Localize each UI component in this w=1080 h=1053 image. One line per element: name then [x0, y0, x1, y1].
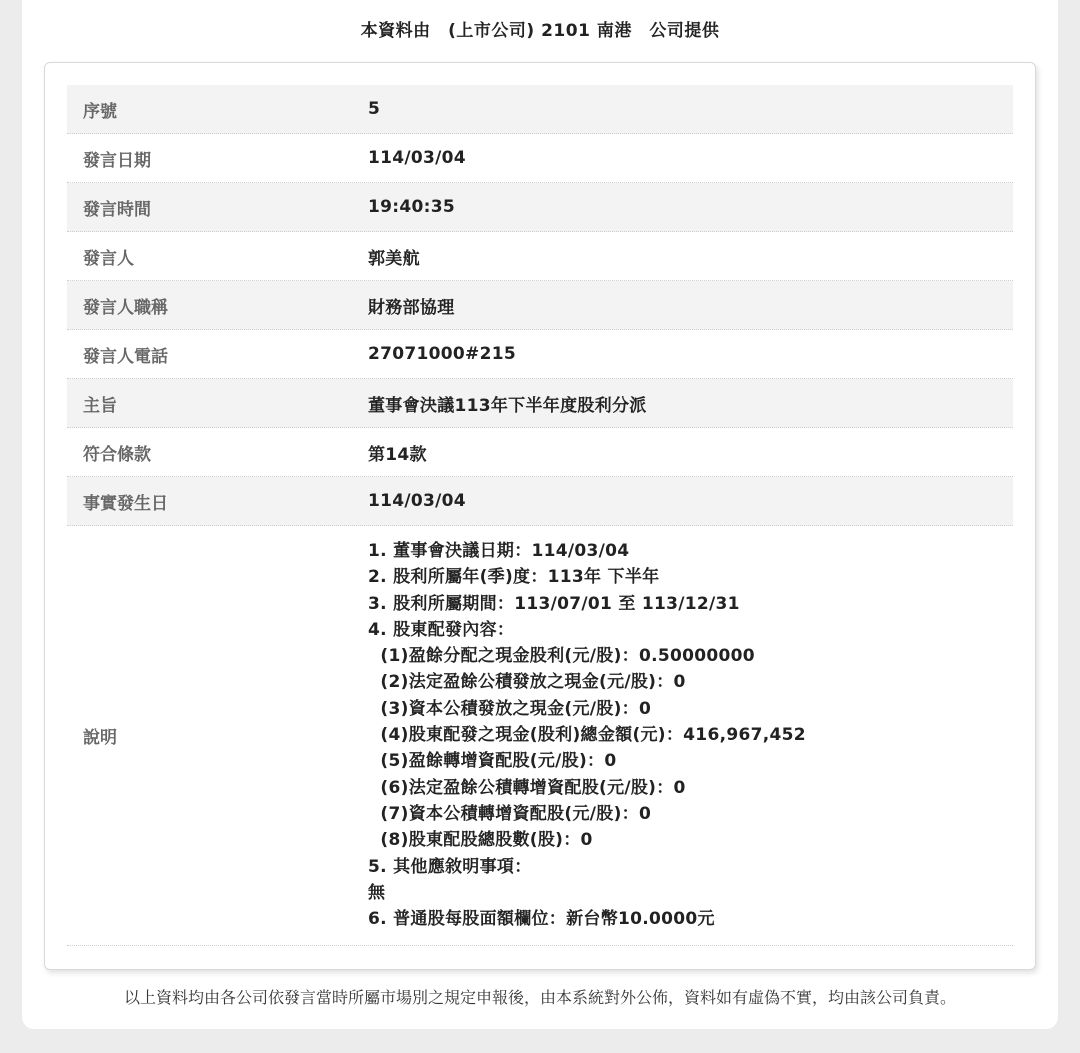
table-row-phone	[67, 330, 1013, 379]
row-label: 事實發生日	[83, 493, 168, 514]
row-value: 郭美航	[368, 248, 420, 269]
description-line: 2. 股利所屬年(季)度：113年 下半年	[368, 567, 660, 588]
row-value: 19:40:35	[368, 197, 455, 217]
description-line: (6)法定盈餘公積轉增資配股(元/股)：0	[368, 777, 686, 798]
announcement-card	[44, 62, 1036, 970]
row-value: 27071000#215	[368, 344, 516, 364]
table-row-title	[67, 281, 1013, 330]
description-line: (8)股東配股總股數(股)：0	[368, 830, 593, 851]
table-row-description	[67, 526, 1013, 946]
description-line: 無	[368, 882, 386, 903]
description-line: (7)資本公積轉增資配股(元/股)：0	[368, 803, 652, 824]
row-value: 第14款	[368, 444, 427, 465]
description-line: (3)資本公積發放之現金(元/股)：0	[368, 698, 652, 719]
description-line: 1. 董事會決議日期：114/03/04	[368, 541, 630, 561]
row-label: 發言人職稱	[83, 297, 168, 318]
row-value: 董事會決議113年下半年度股利分派	[368, 395, 647, 416]
description-line: (4)股東配發之現金(股利)總金額(元)：416,967,452	[368, 725, 806, 746]
description-line: 6. 普通股每股面額欄位：新台幣10.0000元	[368, 909, 715, 930]
description-line: (2)法定盈餘公積發放之現金(元/股)：0	[368, 672, 686, 693]
description-line: 4. 股東配發內容：	[368, 619, 515, 640]
table-row-serial	[67, 85, 1013, 134]
row-value: 5	[368, 99, 381, 119]
table-row-clause	[67, 428, 1013, 477]
row-label: 序號	[83, 101, 117, 122]
table-row-date	[67, 134, 1013, 183]
description-line: 5. 其他應敘明事項：	[368, 856, 532, 877]
row-value: 114/03/04	[368, 148, 466, 168]
description-line: (5)盈餘轉增資配股(元/股)：0	[368, 751, 617, 772]
table-row-event-date	[67, 477, 1013, 526]
table-row-time	[67, 183, 1013, 232]
row-label: 發言日期	[83, 150, 151, 171]
row-label: 發言時間	[83, 199, 151, 220]
description-line: 3. 股利所屬期間：113/07/01 至 113/12/31	[368, 593, 740, 614]
row-label: 主旨	[83, 395, 117, 416]
description-body	[350, 526, 1013, 945]
announcement-table	[67, 85, 1013, 946]
disclaimer-text: 以上資料均由各公司依發言當時所屬市場別之規定申報後，由本系統對外公佈，資料如有虛偽不實，均由該公司負責。	[123, 988, 956, 1007]
row-label: 發言人電話	[83, 346, 168, 367]
row-label: 說明	[83, 728, 117, 748]
row-value: 財務部協理	[368, 297, 455, 318]
row-label: 發言人	[83, 248, 134, 269]
description-line: (1)盈餘分配之現金股利(元/股)：0.50000000	[368, 646, 755, 667]
table-row-subject	[67, 379, 1013, 428]
provider-line: 本資料由 (上市公司) 2101 南港 公司提供	[360, 21, 720, 41]
table-row-spokesperson	[67, 232, 1013, 281]
row-value: 114/03/04	[368, 491, 466, 511]
page	[22, 0, 1058, 1029]
row-label: 符合條款	[83, 444, 151, 465]
